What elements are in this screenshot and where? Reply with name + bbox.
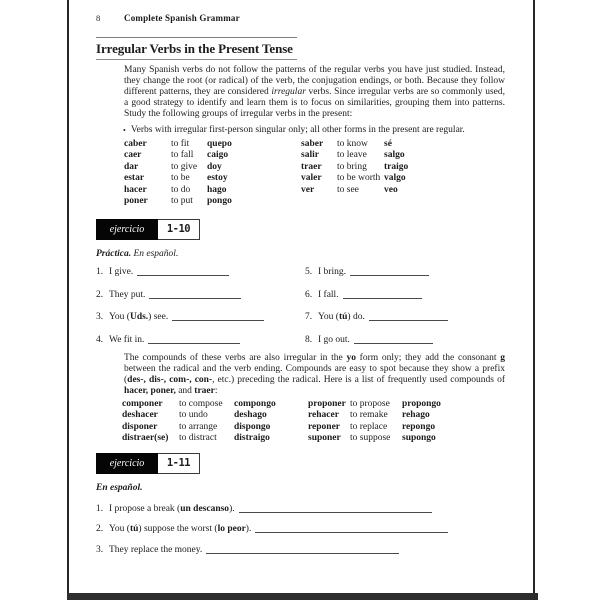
verb-yo-form: compongo	[234, 398, 276, 409]
verb-translation: to put	[171, 196, 193, 207]
intro-paragraph	[124, 65, 505, 120]
verb-infinitive: caber	[124, 139, 147, 149]
answer-blank[interactable]	[148, 341, 240, 344]
exercise-item	[96, 504, 505, 514]
ejercicio-badge-label: ejercicio	[96, 219, 158, 240]
verb-infinitive: suponer	[308, 433, 341, 444]
verb-yo-form: veo	[384, 184, 398, 195]
verb-yo-form: hago	[207, 184, 227, 195]
verb-yo-form: dispongo	[234, 421, 271, 432]
text-run: Práctica.	[96, 249, 132, 260]
answer-blank[interactable]	[149, 296, 241, 299]
item-prompt	[318, 335, 350, 345]
text-run: irregular	[271, 87, 306, 97]
verb-translation: to know	[337, 139, 368, 149]
verb-translation: to compose	[179, 398, 223, 409]
running-header	[96, 13, 505, 23]
verb-row	[308, 399, 441, 410]
text-run: Uds.	[129, 312, 149, 323]
text-run: g	[500, 352, 505, 363]
text-run: You (	[109, 312, 130, 323]
exercise-1-10-badge	[96, 219, 200, 240]
text-run: I bring.	[318, 267, 346, 278]
text-run: I fall.	[318, 289, 339, 300]
item-number: 3.	[96, 544, 104, 555]
verbs-table-left-group	[124, 139, 301, 207]
answer-blank[interactable]	[137, 273, 229, 276]
verb-translation: to give	[171, 161, 198, 172]
verb-yo-form: rehago	[402, 410, 430, 421]
verb-infinitive: saber	[301, 139, 324, 149]
verb-translation: to leave	[337, 150, 367, 161]
book-title: Complete Spanish Grammar	[124, 13, 240, 23]
text-run: between the radical and the verb ending. Compounds are easy to spot because they show a prefix (	[124, 363, 505, 385]
verb-row	[308, 422, 441, 433]
item-number: 2.	[96, 289, 104, 300]
text-run: form only; they add the consonant	[355, 352, 501, 363]
verb-infinitive: caer	[124, 150, 142, 161]
text-run: un descanso	[180, 503, 230, 514]
verb-translation: to replace	[350, 421, 388, 432]
verb-infinitive: componer	[122, 398, 163, 409]
text-run: ).	[245, 524, 252, 535]
verb-infinitive: ver	[301, 184, 315, 195]
verb-row	[122, 399, 308, 410]
text-run: ) do.	[347, 312, 365, 323]
answer-blank[interactable]	[343, 296, 422, 299]
text-run: yo	[346, 352, 356, 363]
text-run: I give.	[109, 267, 134, 278]
verb-row	[122, 410, 308, 421]
exercise-number: 1-10	[158, 219, 200, 240]
verb-translation: to be worth	[337, 173, 381, 184]
page-bottom-edge-bar	[67, 593, 538, 600]
compounds-table-right-group	[308, 399, 441, 445]
verb-infinitive: estar	[124, 173, 145, 184]
verb-translation: to undo	[179, 410, 208, 421]
verb-translation: to remake	[350, 410, 388, 421]
verb-infinitive: disponer	[122, 421, 158, 432]
verb-translation: to arrange	[179, 421, 218, 432]
verb-infinitive: poner	[124, 196, 148, 207]
text-run: verbs. Since irregular verbs are so commonly used, a good strategy to identify and learn them is to focus on similarities, grouping them into patterns. Study the following groups of irregular verbs in the present:	[124, 87, 505, 119]
text-run: hacer, poner,	[124, 385, 176, 396]
verb-row	[124, 185, 301, 196]
item-prompt	[318, 267, 346, 277]
verb-translation: to see	[337, 184, 359, 195]
text-run: They replace the money.	[109, 544, 203, 555]
item-number: 1.	[96, 503, 104, 514]
verb-yo-form: repongo	[402, 421, 436, 432]
verb-yo-form: valgo	[384, 173, 406, 184]
verb-yo-form: sé	[384, 139, 392, 149]
verb-row	[301, 162, 408, 173]
item-prompt	[109, 312, 168, 322]
item-prompt	[109, 290, 145, 300]
verb-infinitive: deshacer	[122, 410, 158, 421]
verb-row	[122, 422, 308, 433]
answer-blank[interactable]	[354, 341, 433, 344]
verb-yo-form: supongo	[402, 433, 436, 444]
compounds-table-left-group	[122, 399, 308, 445]
exercise-1-11-items	[96, 504, 505, 555]
item-prompt	[109, 504, 235, 514]
irregular-verbs-table	[124, 139, 505, 207]
verb-infinitive: distraer(se)	[122, 433, 169, 444]
text-run: lo peor	[217, 524, 246, 535]
item-number: 8.	[305, 334, 313, 345]
item-number: 2.	[96, 524, 104, 535]
exercise-items-left-column	[96, 267, 305, 345]
text-run: ) see.	[148, 312, 169, 323]
verb-yo-form: deshago	[234, 410, 267, 421]
page-number: 8	[96, 13, 101, 23]
text-run: I propose a break (	[109, 503, 181, 514]
exercise-item	[96, 545, 505, 555]
text-run: The compounds of these verbs are also irregular in the	[124, 352, 347, 363]
verb-yo-form: pongo	[207, 196, 232, 207]
answer-blank[interactable]	[255, 530, 448, 533]
verb-row	[301, 185, 408, 196]
answer-blank[interactable]	[239, 510, 432, 513]
verb-row	[124, 196, 301, 207]
item-number: 4.	[96, 334, 104, 345]
text-run: traer	[194, 385, 215, 396]
item-number: 5.	[305, 267, 313, 278]
verb-yo-form: distraigo	[234, 433, 270, 444]
ejercicio-badge-label: ejercicio	[96, 453, 158, 474]
verb-row	[301, 150, 408, 161]
exercise-item	[96, 312, 305, 322]
item-number: 7.	[305, 312, 313, 323]
text-run: You (	[109, 524, 130, 535]
item-prompt	[109, 267, 133, 277]
verb-translation: to propose	[350, 398, 390, 409]
text-run: and	[175, 385, 195, 396]
exercise-1-11-instructions	[96, 483, 505, 494]
verb-yo-form: estoy	[207, 173, 228, 184]
item-prompt	[318, 290, 339, 300]
text-run: You (	[318, 312, 339, 323]
verb-row	[308, 410, 441, 421]
compounds-paragraph	[124, 353, 505, 397]
compound-verbs-table	[122, 399, 505, 445]
exercise-1-11-badge	[96, 453, 200, 474]
item-prompt	[109, 524, 251, 534]
verb-translation: to bring	[337, 161, 367, 172]
text-run: , etc.) preceding the radical. Here is a list of frequently used compounds of	[212, 374, 505, 385]
text-run: des-, dis-, com-, con-	[127, 374, 213, 385]
text-run: En español.	[131, 249, 179, 260]
exercise-1-10-instructions	[96, 249, 505, 260]
answer-blank[interactable]	[206, 551, 399, 554]
item-number: 3.	[96, 312, 104, 323]
exercise-1-10-items	[96, 267, 505, 345]
document-page	[67, 0, 535, 600]
verb-row	[124, 173, 301, 184]
verb-row	[124, 150, 301, 161]
exercise-item	[96, 290, 305, 300]
answer-blank[interactable]	[350, 273, 429, 276]
verb-row	[122, 433, 308, 444]
verb-yo-form: doy	[207, 161, 222, 172]
text-run: tú	[129, 524, 139, 535]
verb-translation: to be	[171, 173, 190, 184]
verb-infinitive: dar	[124, 161, 139, 172]
exercise-item	[305, 312, 505, 322]
item-number: 1.	[96, 267, 104, 278]
section-heading: Irregular Verbs in the Present Tense	[96, 37, 297, 60]
verb-infinitive: rehacer	[308, 410, 339, 421]
item-number: 6.	[305, 289, 313, 300]
verb-infinitive: hacer	[124, 184, 147, 195]
verb-infinitive: reponer	[308, 421, 341, 432]
exercise-item	[305, 290, 505, 300]
exercise-item	[305, 267, 505, 277]
exercise-item	[96, 524, 505, 534]
text-run: tú	[338, 312, 348, 323]
verb-translation: to distract	[179, 433, 217, 444]
text-run: We fit in.	[109, 334, 145, 345]
verb-yo-form: quepo	[207, 139, 232, 149]
text-run: They put.	[109, 289, 146, 300]
verb-yo-form: caigo	[207, 150, 229, 161]
verb-yo-form: salgo	[384, 150, 405, 161]
verb-infinitive: salir	[301, 150, 319, 161]
verb-infinitive: valer	[301, 173, 322, 184]
verb-translation: to suppose	[350, 433, 391, 444]
verb-row	[124, 162, 301, 173]
verb-row	[301, 139, 408, 150]
exercise-number: 1-11	[158, 453, 200, 474]
text-run: I go out.	[318, 334, 350, 345]
text-run: ) suppose the worst (	[138, 524, 218, 535]
bullet-text: Verbs with irregular first-person singular only; all other forms in the present are regular.	[130, 125, 465, 135]
answer-blank[interactable]	[172, 318, 264, 321]
text-run: Many Spanish verbs do not follow the patterns of the regular verbs you have just studied. Instead, they change the root (or radical) of the verb, the conjugation endings, or both. Because they follow different patterns, they are considered	[124, 65, 505, 97]
item-prompt	[109, 335, 144, 345]
bullet-item	[123, 125, 506, 136]
item-prompt	[318, 312, 365, 322]
exercise-item	[96, 335, 305, 345]
verb-translation: to do	[171, 184, 191, 195]
exercise-items-right-column	[305, 267, 505, 345]
verbs-table-right-group	[301, 139, 408, 207]
exercise-item	[96, 267, 305, 277]
text-run: :	[214, 385, 218, 396]
verb-infinitive: proponer	[308, 398, 346, 409]
verb-row	[301, 173, 408, 184]
answer-blank[interactable]	[369, 318, 448, 321]
verb-infinitive: traer	[301, 161, 322, 172]
verb-row	[308, 433, 441, 444]
text-run: En español.	[96, 482, 143, 493]
item-prompt	[109, 545, 202, 555]
text-run: ).	[229, 503, 235, 514]
verb-translation: to fall	[171, 150, 194, 161]
verb-yo-form: traigo	[384, 161, 409, 172]
verb-row	[124, 139, 301, 150]
verb-yo-form: propongo	[402, 398, 441, 409]
verb-translation: to fit	[171, 139, 190, 149]
exercise-item	[305, 335, 505, 345]
bullet-icon: •	[123, 126, 126, 135]
